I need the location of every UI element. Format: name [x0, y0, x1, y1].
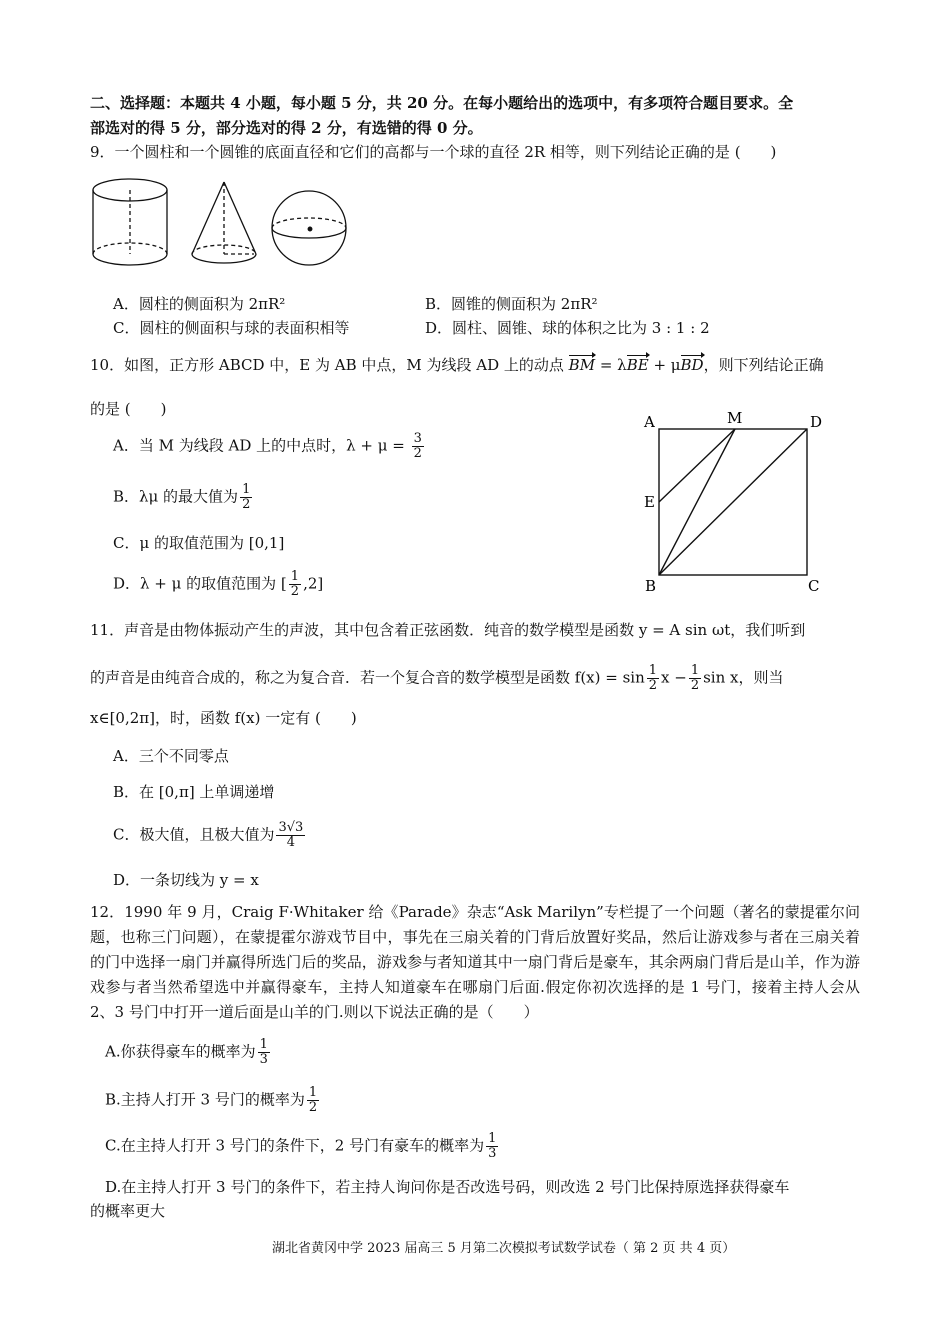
q10-option-a-text: A．当 M 为线段 AD 上的中点时，λ + μ = — [113, 436, 410, 455]
label-m: M — [727, 409, 743, 427]
label-d: D — [810, 413, 823, 431]
q11-option-c — [113, 821, 307, 850]
vector-bm: BM — [568, 356, 596, 374]
numerator: 1 — [308, 1085, 318, 1100]
q10-option-c: C．μ 的取值范围为 [0,1] — [113, 534, 285, 552]
fraction — [689, 664, 701, 693]
q10-option-d-end: ,2] — [303, 574, 324, 593]
numerator: 3 — [413, 431, 422, 446]
q9-option-a: A．圆柱的侧面积为 2πR² — [113, 295, 286, 313]
page-footer: 湖北省黄冈中学 2023 届高三 5 月第二次模拟考试数学试卷（ 第 2 页 共 4 页） — [272, 1241, 736, 1256]
numerator: 1 — [259, 1037, 268, 1052]
segment-em — [659, 429, 735, 502]
q10-option-b-text: B．λμ 的最大值为 — [113, 487, 239, 506]
q11-line2-text: 的声音是由纯音合成的，称之为复合音．若一个复合音的数学模型是函数 f(x) = sin — [90, 668, 645, 687]
numerator: 1 — [690, 663, 700, 678]
q10-stem — [90, 354, 824, 376]
section-heading-line2: 部选对的得 5 分，部分选对的得 2 分，有选错的得 0 分。 — [90, 119, 483, 137]
q11-option-d: D．一条切线为 y = x — [113, 871, 259, 889]
fraction — [647, 664, 659, 693]
q10-option-b — [113, 483, 254, 512]
q12-option-a-text: A.你获得豪车的概率为 — [105, 1042, 256, 1061]
numerator: 3√3 — [278, 820, 304, 835]
q10-stem-end: ，则下列结论正确 — [703, 356, 824, 374]
cone-shape — [192, 182, 256, 263]
numerator: 1 — [648, 663, 658, 678]
fraction — [486, 1132, 498, 1161]
q11-option-c-text: C．极大值，且极大值为 — [113, 825, 275, 844]
q11-stem-line3: x∈[0,2π]，时，函数 f(x) 一定有 ( ) — [90, 709, 357, 727]
denominator: 3 — [259, 1052, 268, 1067]
denominator: 2 — [690, 678, 700, 693]
q10-stem-text: 10．如图，正方形 ABCD 中，E 为 AB 中点，M 为线段 AD 上的动点 — [90, 356, 569, 374]
fraction — [240, 483, 252, 512]
denominator: 4 — [286, 835, 296, 850]
q9-option-b: B．圆锥的侧面积为 2πR² — [425, 295, 598, 313]
fraction — [307, 1086, 319, 1115]
q12-option-d-line2: 的概率更大 — [90, 1202, 166, 1220]
equals-lambda: = λ — [595, 356, 627, 374]
q11-stem-line2 — [90, 664, 784, 693]
q12-option-c — [105, 1132, 500, 1161]
q10-stem-line2: 的是 ( ) — [90, 400, 167, 418]
denominator: 3 — [488, 1146, 497, 1161]
q11-option-b: B．在 [0,π] 上单调递增 — [113, 783, 275, 801]
label-e: E — [644, 493, 655, 511]
q12-option-b-text: B.主持人打开 3 号门的概率为 — [105, 1090, 305, 1109]
segment-bd — [659, 429, 807, 575]
denominator: 2 — [308, 1100, 318, 1115]
q10-option-a — [113, 432, 426, 461]
q11-stem-line1: 11．声音是由物体振动产生的声波，其中包含着正弦函数．纯音的数学模型是函数 y = A sin ωt，我们听到 — [90, 621, 806, 639]
q9-option-c: C．圆柱的侧面积与球的表面积相等 — [113, 319, 350, 337]
vector-be: BE — [626, 356, 649, 374]
numerator: 1 — [242, 482, 251, 497]
q10-option-d-text: D．λ + μ 的取值范围为 [ — [113, 574, 287, 593]
numerator: 1 — [290, 569, 300, 584]
fraction — [289, 570, 301, 599]
sphere-shape — [272, 191, 346, 265]
vector-bd: BD — [680, 356, 704, 374]
fraction — [412, 432, 424, 461]
label-c: C — [808, 577, 820, 595]
q12-stem: 12．1990 年 9 月，Craig F·Whitaker 给《Parade》杂志“Ask Marilyn”专栏提了一个问题（著名的蒙提霍尔问题，也称三门问题），在蒙提霍尔游戏节目中，事先在三扇关着的门背后放置好奖品，然后让游戏参与者在三扇关着的门中选择一扇门并赢得所选门后的奖品，游戏参与者知道其中一扇门背后是豪车，其余两扇门背后是山羊，作为游戏参与者当然希望选中并赢得豪车，主持人知道豪车在哪扇门后面.假定你初次选择的是 1 号门，接着主持人会从 2、3 号门中打开一道后面是山羊的门.则以下说法正确的是（ ） — [90, 903, 860, 1021]
segment-bm — [659, 429, 735, 575]
q12-option-d-line1: D.在主持人打开 3 号门的条件下，若主持人询问你是否改选号码，则改选 2 号门比保持原选择获得豪车 — [105, 1178, 790, 1196]
section-heading-line1: 二、选择题：本题共 4 小题，每小题 5 分，共 20 分。在每小题给出的选项中，有多项符合题目要求。全 — [90, 94, 794, 112]
q11-line2-mid: x − — [661, 668, 687, 687]
fraction — [258, 1038, 270, 1067]
cylinder-shape — [93, 179, 167, 265]
q10-option-d — [113, 570, 323, 599]
q12-option-c-text: C.在主持人打开 3 号门的条件下，2 号门有豪车的概率为 — [105, 1136, 485, 1155]
plus-mu: + μ — [648, 356, 681, 374]
numerator: 1 — [488, 1131, 497, 1146]
q12-option-a — [105, 1038, 272, 1067]
label-b: B — [645, 577, 657, 595]
q10-square-figure — [640, 405, 830, 600]
q12-option-b — [105, 1086, 321, 1115]
q9-option-d: D．圆柱、圆锥、球的体积之比为 3 : 1 : 2 — [425, 319, 710, 337]
label-a: A — [644, 413, 655, 431]
q11-option-a: A．三个不同零点 — [113, 747, 229, 765]
denominator: 2 — [648, 678, 658, 693]
denominator: 2 — [242, 497, 251, 512]
q11-line2-end: sin x，则当 — [703, 668, 784, 687]
q9-solids-figure — [88, 172, 358, 284]
denominator: 2 — [413, 446, 422, 461]
q9-stem: 9．一个圆柱和一个圆锥的底面直径和它们的高都与一个球的直径 2R 相等，则下列结论正确的是 ( ) — [90, 143, 777, 161]
denominator: 2 — [290, 584, 300, 599]
fraction — [276, 821, 305, 850]
